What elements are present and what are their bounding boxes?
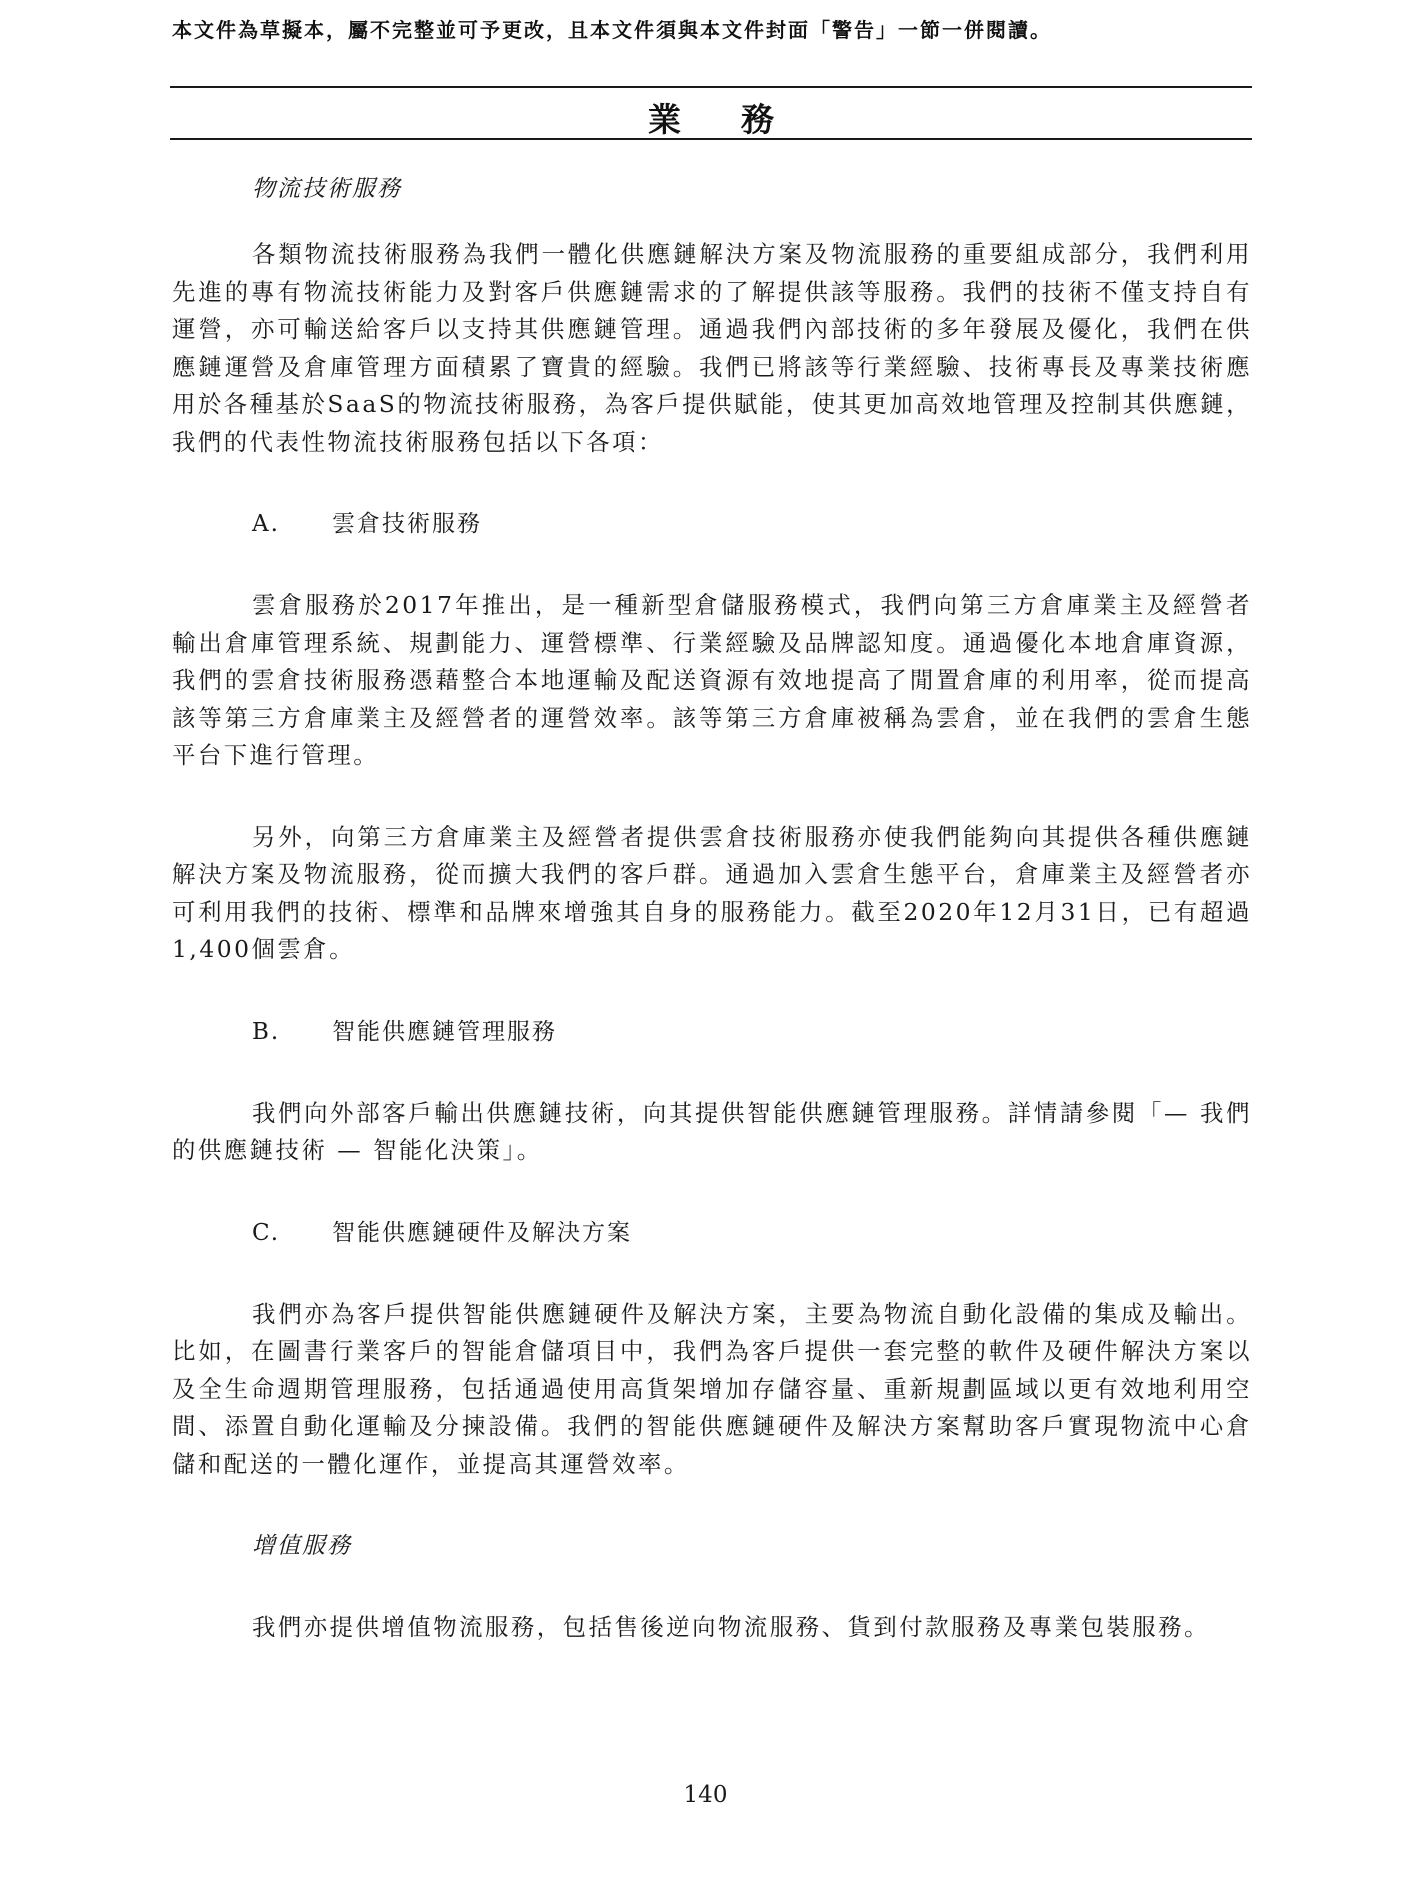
- header-rule-top: [170, 86, 1252, 88]
- draft-disclaimer: 本文件為草擬本，屬不完整並可予更改，且本文件須與本文件封面「警告」一節一併閱讀。: [172, 18, 1052, 42]
- list-item-b-title: 智能供應鏈管理服務: [332, 1018, 557, 1045]
- paragraph-intro: 各類物流技術服務為我們一體化供應鏈解決方案及物流服務的重要組成部分，我們利用先進的專有物流技術能力及對客戶供應鏈需求的了解提供該等服務。我們的技術不僅支持自有運營，亦可輸送給客戶以支持其供應鏈管理。通過我們內部技術的多年發展及優化，我們在供應鏈運營及倉庫管理方面積累了寶貴的經驗。我們已將該等行業經驗、技術專長及專業技術應用於各種基於SaaS的物流技術服務，為客戶提供賦能，使其更加高效地管理及控制其供應鏈，我們的代表性物流技術服務包括以下各項：: [172, 240, 1252, 456]
- document-body: [172, 170, 1252, 1647]
- list-item-c-title: 智能供應鏈硬件及解決方案: [332, 1219, 632, 1246]
- list-item-a: [252, 505, 1252, 543]
- paragraph-b1: 我們向外部客戶輸出供應鏈技術，向其提供智能供應鏈管理服務。詳情請參閱「— 我們的供應鏈技術 — 智能化決策」。: [172, 1098, 1252, 1164]
- paragraph-c1: 我們亦為客戶提供智能供應鏈硬件及解決方案，主要為物流自動化設備的集成及輸出。比如，在圖書行業客戶的智能倉儲項目中，我們為客戶提供一套完整的軟件及硬件解決方案以及全生命週期管理服務，包括通過使用高貨架增加存儲容量、重新規劃區域以更有效地利用空間、添置自動化運輸及分揀設備。我們的智能供應鏈硬件及解決方案幫助客戶實現物流中心倉儲和配送的一體化運作，並提高其運營效率。: [172, 1299, 1252, 1478]
- list-item-a-letter: A.: [252, 511, 280, 537]
- subheading-value-added: 增值服務: [252, 1533, 352, 1559]
- page-number: 140: [683, 1782, 728, 1808]
- paragraph-a2: 另外，向第三方倉庫業主及經營者提供雲倉技術服務亦使我們能夠向其提供各種供應鏈解決方案及物流服務，從而擴大我們的客戶群。通過加入雲倉生態平台，倉庫業主及經營者亦可利用我們的技術、標準和品牌來增強其自身的服務能力。截至2020年12月31日，已有超過1,400個雲倉。: [172, 822, 1252, 963]
- header-rule-bottom: [170, 138, 1252, 140]
- list-item-a-title: 雲倉技術服務: [332, 511, 482, 537]
- list-item-c: [252, 1214, 1252, 1252]
- subheading-logistics-tech: 物流技術服務: [252, 176, 402, 202]
- paragraph-a1: 雲倉服務於2017年推出，是一種新型倉儲服務模式，我們向第三方倉庫業主及經營者輸出倉庫管理系統、規劃能力、運營標準、行業經驗及品牌認知度。通過優化本地倉庫資源，我們的雲倉技術服務憑藉整合本地運輸及配送資源有效地提高了閒置倉庫的利用率，從而提高該等第三方倉庫業主及經營者的運營效率。該等第三方倉庫被稱為雲倉，並在我們的雲倉生態平台下進行管理。: [172, 591, 1252, 769]
- list-item-b: [252, 1013, 1252, 1051]
- paragraph-value-added: 我們亦提供增值物流服務，包括售後逆向物流服務、貨到付款服務及專業包裝服務。: [252, 1613, 1210, 1641]
- list-item-b-letter: B.: [252, 1018, 281, 1045]
- list-item-c-letter: C.: [252, 1219, 281, 1246]
- section-title: 業務: [648, 100, 834, 139]
